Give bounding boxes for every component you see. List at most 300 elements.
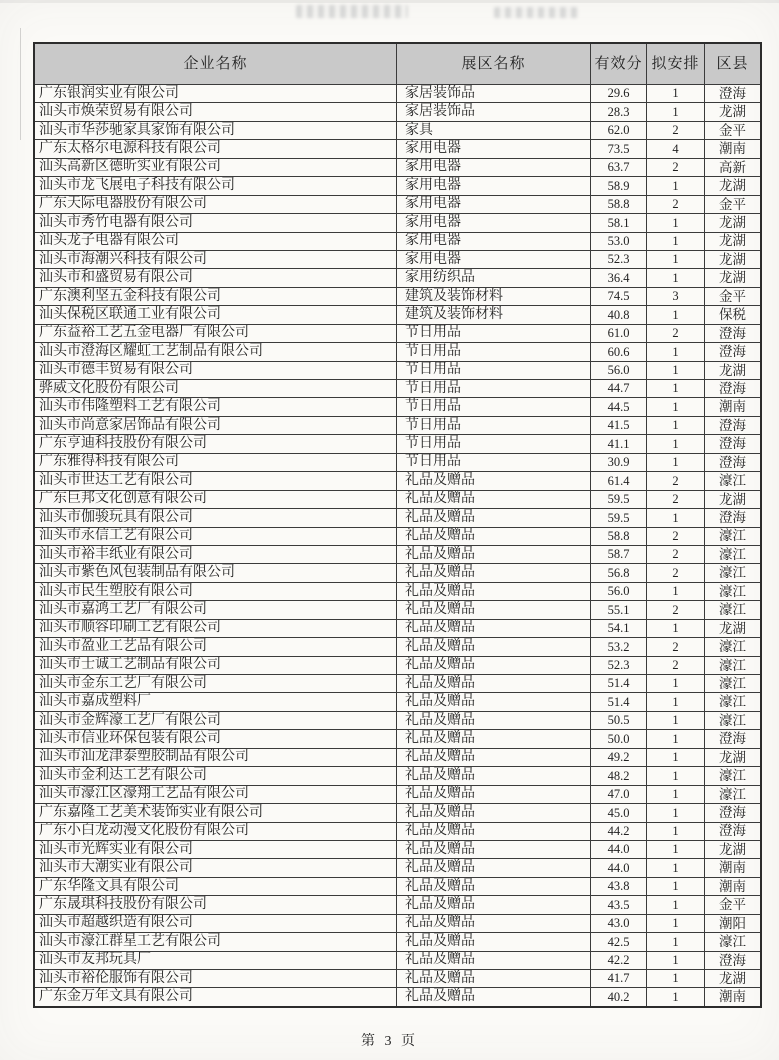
table-row — [34, 490, 761, 508]
cell-score: 50.0 — [591, 730, 647, 748]
cell-company: 广东晟琪科技股份有限公司 — [34, 896, 397, 914]
cell-hall: 礼品及赠品 — [397, 656, 591, 674]
cell-district: 龙湖 — [705, 748, 762, 766]
cell-district: 龙湖 — [705, 970, 762, 988]
cell-district: 濠江 — [705, 564, 762, 582]
table-row — [34, 804, 761, 822]
table-row — [34, 361, 761, 379]
cell-district: 高新 — [705, 158, 762, 176]
table-row — [34, 435, 761, 453]
table-row — [34, 564, 761, 582]
cell-district: 澄海 — [705, 822, 762, 840]
cell-score: 58.9 — [591, 177, 647, 195]
cell-planned: 2 — [647, 490, 705, 508]
cell-hall: 节日用品 — [397, 324, 591, 342]
cell-district: 澄海 — [705, 730, 762, 748]
cell-score: 51.4 — [591, 693, 647, 711]
cell-company: 汕头市华莎驰家具家饰有限公司 — [34, 121, 397, 139]
cell-score: 42.2 — [591, 951, 647, 969]
table-row — [34, 730, 761, 748]
table-row — [34, 195, 761, 213]
cell-company: 汕头高新区德昕实业有限公司 — [34, 158, 397, 176]
table-row — [34, 675, 761, 693]
cell-score: 28.3 — [591, 103, 647, 121]
cell-score: 52.3 — [591, 250, 647, 268]
cell-hall: 礼品及赠品 — [397, 582, 591, 600]
table-row — [34, 509, 761, 527]
table-row — [34, 214, 761, 232]
table-row — [34, 545, 761, 563]
cell-district: 濠江 — [705, 693, 762, 711]
table-row — [34, 859, 761, 877]
cell-planned: 1 — [647, 748, 705, 766]
cell-score: 43.0 — [591, 914, 647, 932]
cell-score: 62.0 — [591, 121, 647, 139]
cell-score: 40.2 — [591, 988, 647, 1007]
cell-planned: 1 — [647, 435, 705, 453]
cell-planned: 1 — [647, 306, 705, 324]
cell-score: 48.2 — [591, 767, 647, 785]
table-row — [34, 656, 761, 674]
cell-planned: 1 — [647, 214, 705, 232]
table-row — [34, 582, 761, 600]
cell-company: 汕头市友邦玩具厂 — [34, 951, 397, 969]
table-row — [34, 453, 761, 471]
cell-score: 44.5 — [591, 398, 647, 416]
cell-district: 潮南 — [705, 859, 762, 877]
cell-district: 澄海 — [705, 343, 762, 361]
cell-planned: 1 — [647, 398, 705, 416]
cell-planned: 4 — [647, 140, 705, 158]
cell-company: 广东雅得科技有限公司 — [34, 453, 397, 471]
cell-score: 52.3 — [591, 656, 647, 674]
cell-hall: 礼品及赠品 — [397, 988, 591, 1007]
cell-planned: 1 — [647, 269, 705, 287]
table-row — [34, 785, 761, 803]
cell-score: 42.5 — [591, 933, 647, 951]
cell-district: 龙湖 — [705, 619, 762, 637]
cell-district: 澄海 — [705, 324, 762, 342]
cell-hall: 节日用品 — [397, 380, 591, 398]
cell-company: 广东巨邦文化创意有限公司 — [34, 490, 397, 508]
cell-company: 汕头市金东工艺厂有限公司 — [34, 675, 397, 693]
cell-score: 41.5 — [591, 416, 647, 434]
cell-company: 汕头市嘉成塑料厂 — [34, 693, 397, 711]
cell-planned: 1 — [647, 767, 705, 785]
cell-company: 广东金万年文具有限公司 — [34, 988, 397, 1007]
cell-score: 43.8 — [591, 877, 647, 895]
table-row — [34, 988, 761, 1007]
cell-planned: 2 — [647, 472, 705, 490]
cell-company: 骅威文化股份有限公司 — [34, 380, 397, 398]
cell-planned: 1 — [647, 250, 705, 268]
table-row — [34, 380, 761, 398]
cell-planned: 1 — [647, 859, 705, 877]
cell-planned: 1 — [647, 177, 705, 195]
cell-district: 濠江 — [705, 933, 762, 951]
cell-hall: 家用电器 — [397, 214, 591, 232]
cell-district: 金平 — [705, 121, 762, 139]
cell-hall: 节日用品 — [397, 398, 591, 416]
scan-top-edge — [0, 0, 779, 3]
cell-district: 濠江 — [705, 545, 762, 563]
cell-hall: 节日用品 — [397, 435, 591, 453]
cell-company: 广东澳利坚五金科技有限公司 — [34, 287, 397, 305]
cell-company: 汕头市德丰贸易有限公司 — [34, 361, 397, 379]
cell-district: 龙湖 — [705, 840, 762, 858]
cell-company: 汕头市光辉实业有限公司 — [34, 840, 397, 858]
cell-planned: 1 — [647, 877, 705, 895]
cell-score: 58.8 — [591, 527, 647, 545]
cell-hall: 礼品及赠品 — [397, 748, 591, 766]
cell-score: 41.1 — [591, 435, 647, 453]
cell-district: 龙湖 — [705, 490, 762, 508]
cell-score: 58.7 — [591, 545, 647, 563]
cell-planned: 1 — [647, 85, 705, 103]
cell-score: 49.2 — [591, 748, 647, 766]
cell-company: 汕头市紫色风包装制品有限公司 — [34, 564, 397, 582]
table-row — [34, 970, 761, 988]
cell-company: 广东益裕工艺五金电器厂有限公司 — [34, 324, 397, 342]
table-row — [34, 877, 761, 895]
cell-hall: 家居装饰品 — [397, 103, 591, 121]
table-row — [34, 416, 761, 434]
cell-planned: 1 — [647, 711, 705, 729]
cell-company: 汕头市伽骏玩具有限公司 — [34, 509, 397, 527]
scan-smudge — [296, 5, 408, 18]
cell-planned: 2 — [647, 564, 705, 582]
table-row — [34, 306, 761, 324]
scan-smudge — [494, 7, 578, 18]
table-row — [34, 748, 761, 766]
cell-hall: 礼品及赠品 — [397, 730, 591, 748]
cell-district: 濠江 — [705, 601, 762, 619]
cell-hall: 节日用品 — [397, 343, 591, 361]
cell-score: 36.4 — [591, 269, 647, 287]
cell-company: 汕头市尚意家居饰品有限公司 — [34, 416, 397, 434]
cell-company: 汕头市龙飞展电子科技有限公司 — [34, 177, 397, 195]
cell-district: 潮阳 — [705, 914, 762, 932]
cell-company: 汕头市澄海区耀虹工艺制品有限公司 — [34, 343, 397, 361]
cell-company: 汕头市大潮实业有限公司 — [34, 859, 397, 877]
cell-company: 汕头保税区联通工业有限公司 — [34, 306, 397, 324]
cell-district: 澄海 — [705, 509, 762, 527]
cell-district: 龙湖 — [705, 177, 762, 195]
table-row — [34, 472, 761, 490]
cell-planned: 1 — [647, 693, 705, 711]
cell-score: 43.5 — [591, 896, 647, 914]
cell-company: 汕头市金利达工艺有限公司 — [34, 767, 397, 785]
table-row — [34, 121, 761, 139]
cell-planned: 1 — [647, 914, 705, 932]
cell-hall: 礼品及赠品 — [397, 638, 591, 656]
cell-company: 汕头市汕龙津泰塑胶制品有限公司 — [34, 748, 397, 766]
cell-hall: 礼品及赠品 — [397, 896, 591, 914]
cell-hall: 礼品及赠品 — [397, 933, 591, 951]
cell-hall: 家用电器 — [397, 250, 591, 268]
cell-company: 广东亨迪科技股份有限公司 — [34, 435, 397, 453]
cell-district: 濠江 — [705, 527, 762, 545]
cell-planned: 2 — [647, 601, 705, 619]
cell-score: 58.1 — [591, 214, 647, 232]
cell-company: 汕头市裕丰纸业有限公司 — [34, 545, 397, 563]
cell-score: 47.0 — [591, 785, 647, 803]
cell-score: 59.5 — [591, 490, 647, 508]
cell-score: 56.8 — [591, 564, 647, 582]
cell-company: 汕头市秀竹电器有限公司 — [34, 214, 397, 232]
cell-score: 53.2 — [591, 638, 647, 656]
cell-company: 广东嘉隆工艺美术装饰实业有限公司 — [34, 804, 397, 822]
cell-hall: 家用电器 — [397, 177, 591, 195]
cell-score: 61.0 — [591, 324, 647, 342]
cell-company: 汕头市焕荣贸易有限公司 — [34, 103, 397, 121]
table-row — [34, 693, 761, 711]
cell-planned: 1 — [647, 509, 705, 527]
cell-company: 汕头市盈业工艺品有限公司 — [34, 638, 397, 656]
cell-hall: 节日用品 — [397, 361, 591, 379]
table-row — [34, 269, 761, 287]
cell-hall: 建筑及装饰材料 — [397, 287, 591, 305]
cell-company: 汕头市民生塑胶有限公司 — [34, 582, 397, 600]
cell-score: 40.8 — [591, 306, 647, 324]
cell-planned: 1 — [647, 970, 705, 988]
cell-company: 汕头市裕伦服饰有限公司 — [34, 970, 397, 988]
cell-hall: 礼品及赠品 — [397, 804, 591, 822]
cell-company: 汕头龙子电器有限公司 — [34, 232, 397, 250]
cell-planned: 3 — [647, 287, 705, 305]
table-header — [34, 43, 761, 85]
cell-company: 广东银润实业有限公司 — [34, 85, 397, 103]
cell-district: 澄海 — [705, 951, 762, 969]
cell-hall: 礼品及赠品 — [397, 693, 591, 711]
cell-hall: 礼品及赠品 — [397, 951, 591, 969]
cell-hall: 家居装饰品 — [397, 85, 591, 103]
cell-hall: 礼品及赠品 — [397, 711, 591, 729]
cell-district: 澄海 — [705, 453, 762, 471]
cell-hall: 家用电器 — [397, 140, 591, 158]
table-row — [34, 601, 761, 619]
cell-planned: 1 — [647, 361, 705, 379]
cell-hall: 礼品及赠品 — [397, 859, 591, 877]
column-header-hall: 展区名称 — [397, 43, 591, 85]
cell-hall: 节日用品 — [397, 453, 591, 471]
cell-district: 龙湖 — [705, 103, 762, 121]
cell-district: 潮南 — [705, 140, 762, 158]
cell-planned: 1 — [647, 619, 705, 637]
table-row — [34, 767, 761, 785]
cell-planned: 1 — [647, 675, 705, 693]
table-row — [34, 343, 761, 361]
cell-company: 广东小白龙动漫文化股份有限公司 — [34, 822, 397, 840]
column-header-score: 有效分 — [591, 43, 647, 85]
cell-company: 汕头市世达工艺有限公司 — [34, 472, 397, 490]
cell-planned: 1 — [647, 380, 705, 398]
cell-hall: 礼品及赠品 — [397, 877, 591, 895]
cell-district: 龙湖 — [705, 232, 762, 250]
cell-hall: 礼品及赠品 — [397, 785, 591, 803]
cell-company: 汕头市金辉濠工艺厂有限公司 — [34, 711, 397, 729]
cell-planned: 1 — [647, 822, 705, 840]
cell-planned: 2 — [647, 158, 705, 176]
table-row — [34, 840, 761, 858]
company-ranking-table — [33, 42, 762, 1008]
cell-hall: 家用纺织品 — [397, 269, 591, 287]
cell-score: 61.4 — [591, 472, 647, 490]
table-row — [34, 250, 761, 268]
table-row — [34, 177, 761, 195]
table-row — [34, 619, 761, 637]
cell-planned: 1 — [647, 730, 705, 748]
cell-hall: 礼品及赠品 — [397, 840, 591, 858]
cell-score: 56.0 — [591, 361, 647, 379]
cell-score: 58.8 — [591, 195, 647, 213]
column-header-company: 企业名称 — [34, 43, 397, 85]
cell-company: 汕头市超越织造有限公司 — [34, 914, 397, 932]
table-row — [34, 140, 761, 158]
table-row — [34, 158, 761, 176]
cell-district: 濠江 — [705, 767, 762, 785]
cell-score: 51.4 — [591, 675, 647, 693]
cell-district: 澄海 — [705, 85, 762, 103]
cell-district: 濠江 — [705, 582, 762, 600]
cell-district: 濠江 — [705, 656, 762, 674]
cell-hall: 节日用品 — [397, 416, 591, 434]
table-row — [34, 103, 761, 121]
cell-hall: 礼品及赠品 — [397, 970, 591, 988]
cell-planned: 2 — [647, 195, 705, 213]
header-row — [34, 43, 761, 85]
cell-score: 41.7 — [591, 970, 647, 988]
cell-hall: 家具 — [397, 121, 591, 139]
cell-hall: 礼品及赠品 — [397, 914, 591, 932]
table-row — [34, 896, 761, 914]
cell-district: 潮南 — [705, 988, 762, 1007]
cell-company: 汕头市嘉鸿工艺厂有限公司 — [34, 601, 397, 619]
cell-hall: 礼品及赠品 — [397, 564, 591, 582]
cell-district: 潮南 — [705, 877, 762, 895]
cell-company: 汕头市和盛贸易有限公司 — [34, 269, 397, 287]
page-number: 第 3 页 — [361, 1034, 418, 1049]
cell-district: 保税 — [705, 306, 762, 324]
cell-hall: 家用电器 — [397, 158, 591, 176]
cell-planned: 2 — [647, 121, 705, 139]
cell-hall: 礼品及赠品 — [397, 527, 591, 545]
cell-score: 44.2 — [591, 822, 647, 840]
table-body — [34, 85, 761, 1008]
cell-score: 63.7 — [591, 158, 647, 176]
column-header-district: 区县 — [705, 43, 762, 85]
scan-artifact-line — [20, 28, 21, 140]
cell-planned: 2 — [647, 324, 705, 342]
cell-score: 74.5 — [591, 287, 647, 305]
cell-score: 73.5 — [591, 140, 647, 158]
cell-score: 54.1 — [591, 619, 647, 637]
cell-planned: 1 — [647, 343, 705, 361]
cell-planned: 2 — [647, 527, 705, 545]
cell-company: 汕头市永信工艺有限公司 — [34, 527, 397, 545]
cell-score: 30.9 — [591, 453, 647, 471]
cell-planned: 2 — [647, 545, 705, 563]
cell-hall: 礼品及赠品 — [397, 822, 591, 840]
table-row — [34, 287, 761, 305]
cell-company: 汕头市信业环保包装有限公司 — [34, 730, 397, 748]
cell-hall: 礼品及赠品 — [397, 619, 591, 637]
cell-district: 澄海 — [705, 435, 762, 453]
cell-score: 60.6 — [591, 343, 647, 361]
cell-planned: 1 — [647, 453, 705, 471]
cell-planned: 1 — [647, 804, 705, 822]
cell-company: 汕头市濠江群星工艺有限公司 — [34, 933, 397, 951]
cell-planned: 2 — [647, 656, 705, 674]
cell-hall: 礼品及赠品 — [397, 490, 591, 508]
cell-district: 潮南 — [705, 398, 762, 416]
cell-district: 龙湖 — [705, 269, 762, 287]
cell-district: 濠江 — [705, 711, 762, 729]
cell-company: 广东太格尔电源科技有限公司 — [34, 140, 397, 158]
cell-district: 金平 — [705, 195, 762, 213]
cell-company: 汕头市濠江区濠翔工艺品有限公司 — [34, 785, 397, 803]
cell-planned: 1 — [647, 988, 705, 1007]
cell-company: 汕头市顺容印刷工艺有限公司 — [34, 619, 397, 637]
cell-company: 广东天际电器股份有限公司 — [34, 195, 397, 213]
cell-planned: 1 — [647, 232, 705, 250]
table-row — [34, 398, 761, 416]
cell-hall: 礼品及赠品 — [397, 767, 591, 785]
cell-score: 44.0 — [591, 840, 647, 858]
table-row — [34, 527, 761, 545]
cell-company: 汕头市海潮兴科技有限公司 — [34, 250, 397, 268]
table-row — [34, 711, 761, 729]
cell-district: 龙湖 — [705, 250, 762, 268]
cell-district: 濠江 — [705, 675, 762, 693]
cell-hall: 礼品及赠品 — [397, 545, 591, 563]
cell-score: 29.6 — [591, 85, 647, 103]
cell-score: 56.0 — [591, 582, 647, 600]
cell-district: 金平 — [705, 287, 762, 305]
cell-planned: 1 — [647, 582, 705, 600]
cell-score: 59.5 — [591, 509, 647, 527]
cell-company: 广东华隆文具有限公司 — [34, 877, 397, 895]
cell-planned: 2 — [647, 638, 705, 656]
table-row — [34, 822, 761, 840]
cell-hall: 建筑及装饰材料 — [397, 306, 591, 324]
cell-score: 53.0 — [591, 232, 647, 250]
cell-hall: 礼品及赠品 — [397, 601, 591, 619]
cell-hall: 礼品及赠品 — [397, 472, 591, 490]
cell-hall: 礼品及赠品 — [397, 675, 591, 693]
table-row — [34, 914, 761, 932]
cell-score: 44.7 — [591, 380, 647, 398]
cell-district: 金平 — [705, 896, 762, 914]
cell-district: 龙湖 — [705, 214, 762, 232]
cell-planned: 1 — [647, 416, 705, 434]
cell-district: 澄海 — [705, 804, 762, 822]
cell-planned: 1 — [647, 933, 705, 951]
cell-score: 44.0 — [591, 859, 647, 877]
cell-hall: 家用电器 — [397, 195, 591, 213]
table-row — [34, 324, 761, 342]
cell-planned: 1 — [647, 840, 705, 858]
column-header-planned: 拟安排 — [647, 43, 705, 85]
table-row — [34, 85, 761, 103]
cell-district: 澄海 — [705, 380, 762, 398]
cell-hall: 家用电器 — [397, 232, 591, 250]
cell-district: 澄海 — [705, 416, 762, 434]
cell-district: 濠江 — [705, 638, 762, 656]
cell-planned: 1 — [647, 951, 705, 969]
cell-score: 55.1 — [591, 601, 647, 619]
cell-score: 45.0 — [591, 804, 647, 822]
